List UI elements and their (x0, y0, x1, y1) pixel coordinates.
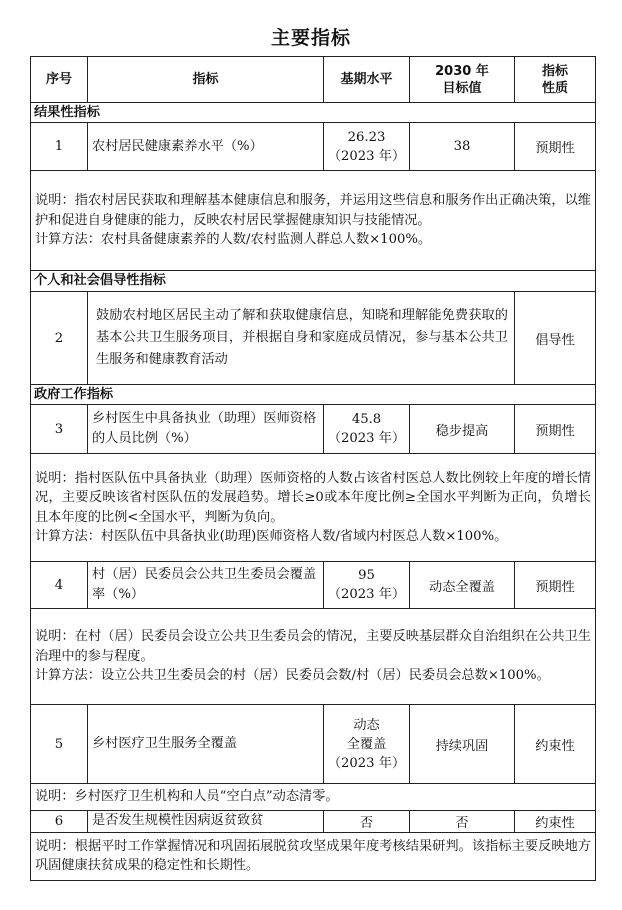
row-baseline: 否 (324, 810, 410, 832)
baseline-line1: 动态 (353, 717, 380, 733)
note-formula: 计算方法：设立公共卫生委员会的村（居）民委员会数/村（居）民委员会总数×100%。 (35, 668, 550, 684)
section-result: 结果性指标 (31, 103, 596, 123)
section-row (31, 103, 596, 123)
note-row (31, 171, 596, 271)
baseline-year: （2023 年） (327, 148, 406, 164)
header-seq: 序号 (31, 57, 88, 103)
row-indicator: 乡村医疗卫生服务全覆盖 (88, 705, 324, 784)
row-seq: 2 (31, 292, 88, 385)
row-seq: 1 (31, 123, 88, 171)
row-indicator: 是否发生规模性因病返贫致贫 (88, 810, 324, 832)
baseline-year: （2023 年） (327, 755, 406, 771)
table-row (31, 705, 596, 784)
header-target-line2: 目标值 (442, 80, 482, 96)
row-note (31, 784, 596, 811)
row-note (31, 171, 596, 271)
row-baseline (324, 123, 410, 171)
indicator-table (30, 56, 596, 881)
baseline-value: 26.23 (347, 129, 386, 145)
row-target: 稳步提高 (410, 405, 515, 454)
row-baseline (324, 562, 410, 609)
row-target: 否 (410, 810, 515, 832)
section-row (31, 385, 596, 405)
row-note (31, 609, 596, 705)
row-seq: 4 (31, 562, 88, 609)
row-nature: 约束性 (515, 810, 596, 832)
table-header-row (31, 57, 596, 103)
table-row (31, 405, 596, 454)
table-row (31, 292, 596, 385)
note-formula: 计算方法：农村具备健康素养的人数/农村监测人群总人数×100%。 (35, 232, 432, 248)
row-nature: 倡导性 (515, 292, 596, 385)
note-description: 说明：根据平时工作掌握情况和巩固拓展脱贫攻坚成果年度考核结果研判。该指标主要反映地方巩固健康扶贫成果的稳定性和长期性。 (35, 838, 591, 873)
header-baseline: 基期水平 (324, 57, 410, 103)
row-indicator: 村（居）民委员会公共卫生委员会覆盖率（%） (88, 562, 324, 609)
row-nature: 约束性 (515, 705, 596, 784)
note-row (31, 609, 596, 705)
baseline-year: （2023 年） (327, 431, 406, 446)
row-target: 动态全覆盖 (410, 562, 515, 609)
note-description: 说明：在村（居）民委员会设立公共卫生委员会的情况，主要反映基层群众自治组织在公共卫生治理中的参与程度。 (35, 629, 591, 664)
note-description: 说明：乡村医疗卫生机构和人员“空白点”动态清零。 (35, 789, 339, 804)
row-note (31, 832, 596, 880)
table-row (31, 123, 596, 171)
row-seq: 5 (31, 705, 88, 784)
row-indicator: 农村居民健康素养水平（%） (88, 123, 324, 171)
baseline-year: （2023 年） (327, 587, 406, 602)
row-baseline (324, 705, 410, 784)
header-nature-line2: 性质 (541, 80, 568, 96)
baseline-line2: 全覆盖 (346, 736, 387, 752)
row-nature: 预期性 (515, 562, 596, 609)
section-advocacy: 个人和社会倡导性指标 (31, 271, 596, 292)
section-government: 政府工作指标 (31, 385, 596, 405)
row-seq: 3 (31, 405, 88, 454)
row-note (31, 454, 596, 562)
note-description: 说明：指村医队伍中具备执业（助理）医师资格的人数占该省村医总人数比例较上年度的增长情况，主要反映该省村医队伍的发展趋势。增长≥0或本年度比例≥全国水平判断为正向，负增长且本年度的比例<全国水平，判断为负向。 (35, 470, 591, 525)
section-row (31, 271, 596, 292)
header-indicator: 指标 (88, 57, 324, 103)
row-indicator: 鼓励农村地区居民主动了解和获取健康信息，知晓和理解能免费获取的基本公共卫生服务项目，并根据自身和家庭成员情况，参与基本公共卫生服务和健康教育活动 (88, 292, 515, 385)
table-row (31, 810, 596, 832)
note-row (31, 832, 596, 880)
note-formula: 计算方法：村医队伍中具备执业(助理)医师资格人数/省域内村医总人数×100%。 (35, 529, 508, 544)
note-description: 说明：指农村居民获取和理解基本健康信息和服务，并运用这些信息和服务作出正确决策，以维护和促进自身健康的能力，反映农村居民掌握健康知识与技能情况。 (35, 193, 591, 228)
note-row (31, 454, 596, 562)
note-row (31, 784, 596, 811)
baseline-value: 45.8 (351, 412, 382, 427)
header-nature-line1: 指标 (541, 63, 568, 79)
row-baseline (324, 405, 410, 454)
table-row (31, 562, 596, 609)
row-nature: 预期性 (515, 123, 596, 171)
baseline-value: 95 (358, 568, 375, 583)
header-target (410, 57, 515, 103)
row-indicator: 乡村医生中具备执业（助理）医师资格的人员比例（%） (88, 405, 324, 454)
header-target-line1: 2030 年 (435, 63, 489, 79)
row-seq: 6 (31, 810, 88, 832)
row-nature: 预期性 (515, 405, 596, 454)
row-target: 持续巩固 (410, 705, 515, 784)
row-target: 38 (410, 123, 515, 171)
page-title: 主要指标 (270, 27, 351, 49)
header-nature (515, 57, 596, 103)
